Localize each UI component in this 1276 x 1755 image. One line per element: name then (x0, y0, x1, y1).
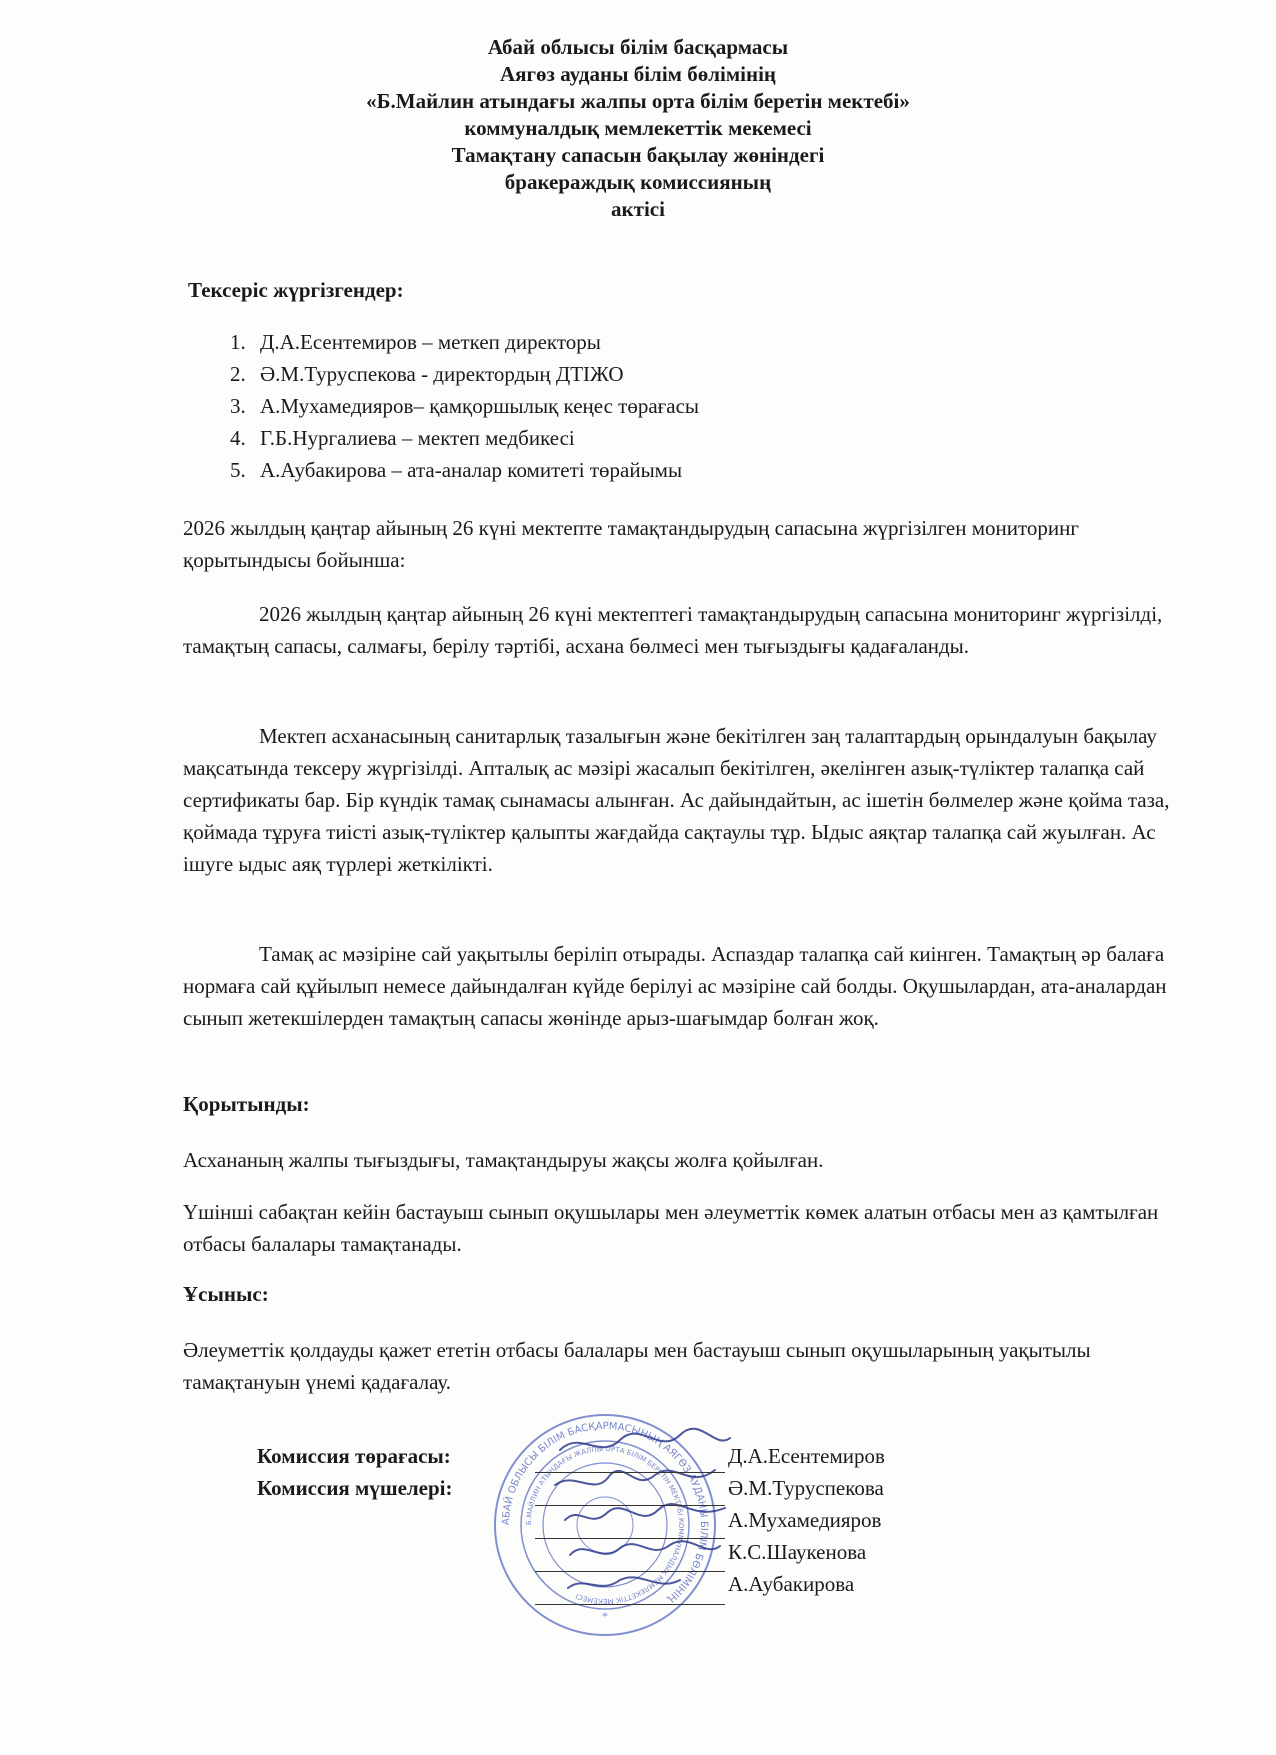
list-text: Г.Б.Нургалиева – мектеп медбикесі (260, 426, 575, 450)
header-line-4: коммуналдық мемлекеттік мекемесі (464, 116, 812, 140)
signature-lines (535, 1440, 725, 1605)
list-text: А.Мухамедияров– қамқоршылық кеңес төрағасы (260, 394, 700, 418)
signature-name: Д.А.Есентемиров (728, 1444, 885, 1468)
signature-names (728, 1440, 885, 1600)
list-number: 5. (230, 458, 246, 482)
conclusion-heading: Қорытынды: (183, 1092, 310, 1116)
conclusion-paragraph-2: Үшінші сабақтан кейін бастауыш сынып оқушылары мен әлеуметтік көмек алатын отбасы мен аз қамтылған отбасы балалары тамақтанады. (183, 1200, 1159, 1256)
chair-label: Комиссия төрағасы: (257, 1444, 451, 1468)
members-label: Комиссия мүшелері: (257, 1476, 453, 1500)
list-item (230, 422, 699, 454)
list-text: А.Аубакирова – ата-аналар комитеті төрайымы (260, 458, 683, 482)
list-number: 2. (230, 362, 246, 386)
proposal-heading: Ұсыныс: (183, 1282, 269, 1306)
conclusion-paragraph-1: Асхананың жалпы тығыздығы, тамақтандыруы жақсы жолға қойылған. (183, 1148, 824, 1172)
signature-line (535, 1440, 725, 1473)
signature-line (535, 1473, 725, 1506)
list-number: 4. (230, 426, 246, 450)
stamp-inner-text: Б.МАЙЛИН АТЫНДАҒЫ ЖАЛПЫ ОРТА БІЛІМ БЕРЕТІН МЕКТЕБІ КОММУНАЛДЫҚ МЕМЛЕКЕТТІК МЕКЕМЕСІ (524, 1444, 686, 1606)
list-number: 3. (230, 394, 246, 418)
body-paragraph-1: 2026 жылдың қаңтар айының 26 күні мектептегі тамақтандырудың сапасына мониторинг жүргізілді, тамақтың сапасы, салмағы, берілу тәртібі, асхана бөлмесі мен тығыздығы қадағаланды. (183, 602, 1163, 658)
list-item (230, 326, 699, 358)
inspectors-list (230, 326, 699, 486)
list-number: 1. (230, 330, 246, 354)
stamp-outer-text: АБАЙ ОБЛЫСЫ БІЛІМ БАСҚАРМАСЫНЫҢ АЯГӨЗ АУДАНЫ БІЛІМ БӨЛІМІНІҢ (500, 1420, 710, 1605)
body-paragraph-2: Мектеп асханасының санитарлық тазалығын және бекітілген заң талаптардың орындалуын бақылау мақсатында тексеру жүргізілді. Апталық ас мәзірі жасалып бекітілген, әкелінген азық-түліктер талапқа сай сертификаты бар. Бір күндік тамақ сынамасы алынған. Ас дайындайтын, ас ішетін бөлмелер және қойма таза, қоймада тұруға тиісті азық-түліктер қалыпты жағдайда сақтаулы тұр. Ыдыс аяқтар талапқа сай жуылған. Ас ішуге ыдыс аяқ түрлері жеткілікті. (183, 724, 1170, 876)
signature-line (535, 1572, 725, 1605)
header-line-1: Абай облысы білім басқармасы (487, 35, 789, 59)
list-text: Д.А.Есентемиров – меткеп директоры (260, 330, 601, 354)
signature-name: А.Мухамедияров (728, 1508, 882, 1532)
header-line-2: Аягөз ауданы білім бөлімінің (499, 62, 777, 86)
list-item (230, 358, 699, 390)
header-line-6: бракераждық комиссияның (504, 170, 772, 194)
header-line-5: Тамақтану сапасын бақылау жөніндегі (451, 143, 825, 167)
list-item (230, 390, 699, 422)
signature-name: А.Аубакирова (728, 1572, 855, 1596)
inspectors-heading: Тексеріс жүргізгендер: (188, 278, 404, 302)
body-paragraph-3: Тамақ ас мәзіріне сай уақытылы беріліп отырады. Аспаздар талапқа сай киінген. Тамақтың әр балаға нормаға сай құйылып немесе дайындалған күйде берілуі ас мәзіріне сай болды. Оқушылардан, ата-аналардан сынып жетекшілерден тамақтың сапасы жөнінде арыз-шағымдар болған жоқ. (183, 942, 1167, 1030)
signature-line (535, 1539, 725, 1572)
proposal-paragraph: Әлеуметтік қолдауды қажет ететін отбасы балалары мен бастауыш сынып оқушыларының уақытылы тамақтануын үнемі қадағалау. (183, 1338, 1091, 1394)
signature-name: К.С.Шаукенова (728, 1540, 867, 1564)
signature-labels (257, 1440, 453, 1504)
header-line-3: «Б.Майлин атындағы жалпы орта білім беретін мектебі» (366, 89, 910, 113)
list-item (230, 454, 699, 486)
header-line-7: актісі (611, 197, 665, 221)
svg-text:*: * (602, 1609, 608, 1623)
signature-name: Ә.М.Туруспекова (728, 1476, 884, 1500)
document-header (0, 34, 1276, 223)
list-text: Ә.М.Туруспекова - директордың ДТІЖО (260, 362, 624, 386)
signature-line (535, 1506, 725, 1539)
intro-paragraph: 2026 жылдың қаңтар айының 26 күні мектепте тамақтандырудың сапасына жүргізілген мониторинг қорытындысы бойынша: (183, 516, 1079, 572)
